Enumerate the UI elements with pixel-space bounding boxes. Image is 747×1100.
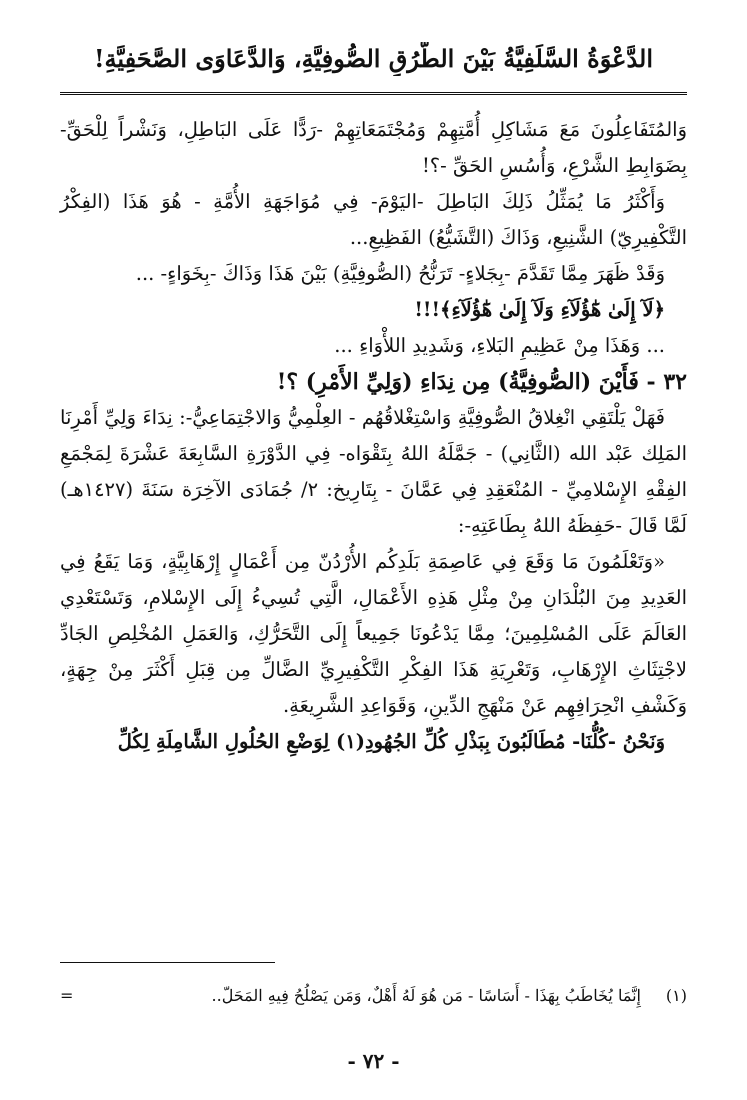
quran-verse: ﴿لَآ إِلَىٰ هَٰٓؤُلَآءِ وَلَآ إِلَىٰ هَٰٓؤُلَآءِ﴾!!! bbox=[414, 298, 665, 321]
section-heading-32: ٣٢ - فَأَيْنَ (الصُّوفِيَّةُ) مِن نِدَاءِ (وَلِيِّ الأَمْرِ) ؟! bbox=[276, 369, 687, 395]
running-header: الدَّعْوَةُ السَّلَفِيَّةُ بَيْنَ الطُّرُقِ الصُّوفِيَّةِ، وَالدَّعَاوَى الصَّحَفِيَّةِ! bbox=[93, 44, 654, 73]
paragraph-sufi-swaying: وَقَدْ ظَهَرَ مِمَّا تَقَدَّمَ -بِجَلاءٍ- تَرَنُّحُ (الصُّوفِيَّةِ) بَيْنَ هَذَا وَذَاكَ -بِخَوَاءٍ- ... bbox=[135, 262, 665, 285]
paragraph-king-call: فَهَلْ يَلْتَقِي انْغِلاقُ الصُّوفِيَّةِ وَاسْتِغْلاقُهُم - العِلْمِيُّ وَالاجْتِمَاعِيُّ-: نِدَاءَ وَلِيِّ أَمْرِنَا المَلِك عَبْد الله (الثَّانِي) - جَمَّلَهُ اللهُ بِتَقْوَاه- فِي الدَّوْرَةِ السَّابِعَةَ عَشْرَةَ لِمَجْمَعِ الفِقْهِ الإِسْلامِيِّ - المُنْعَقِدِ فِي عَمَّانَ - بِتَارِيخ: ٢/ جُمَادَى الآخِرَة سَنَةَ (١٤٢٧هـ) لَمَّا قَالَ -حَفِظَهُ اللهُ بِطَاعَتِهِ-: bbox=[60, 406, 687, 537]
footnote-text: إِنَّمَا يُخَاطَبُ بِهَذَا - أَسَاسًا - مَن هُوَ لَهُ أَهْلٌ، وَمَن يَصْلُحُ فِيهِ المَحَلّ.. bbox=[211, 986, 641, 1005]
footnote bbox=[60, 980, 687, 1012]
footnote-number: (١) bbox=[665, 986, 687, 1005]
paragraph-efforts: وَنَحْنُ -كُلُّنَا- مُطَالَبُونَ بِبَذْلِ كُلِّ الجُهُودِ(١) لِوَضْعِ الحُلُولِ الشَّامِلَةِ لِكُلِّ bbox=[117, 730, 665, 753]
header-rule bbox=[60, 92, 687, 95]
body-text bbox=[60, 112, 687, 760]
paragraph-takfiri: وَأَكْثَرُ مَا يُمَثِّلُ ذَلِكَ البَاطِلَ -اليَوْمَ- فِي مُوَاجَهَةِ الأُمَّةِ - هُوَ هَذَا (الفِكْرُ التَّكْفِيرِيّ) الشَّنِيعِ، وَذَاكَ (التَّشَيُّعُ) الفَظِيعِ... bbox=[60, 190, 687, 249]
footnote-continuation-mark: = bbox=[60, 986, 74, 1005]
quote-paragraph: «وَتَعْلَمُونَ مَا وَقَعَ فِي عَاصِمَةِ بَلَدِكُم الأُرْدُنّ مِن أَعْمَالٍ إِرْهَابِيَّةٍ، وَمَا يَقَعُ فِي العَدِيدِ مِنَ البُلْدَانِ مِنْ مِثْلِ هَذِهِ الأَعْمَالِ، الَّتِي تُسِيءُ إِلَى الإِسْلامِ، وَتَسْتَعْدِي العَالَمَ عَلَى المُسْلِمِينَ؛ مِمَّا يَدْعُونَا جَمِيعاً إِلَى التَّحَرُّكِ، وَالعَمَلِ المُخْلِصِ الجَادِّ لاجْتِثَاثِ الإِرْهَابِ، وَتَعْرِيَةِ هَذَا الفِكْرِ التَّكْفِيرِيِّ الضَّالِّ مِن قِبَلِ أَكْثَرَ مِنْ جِهَةٍ، وَكَشْفِ انْحِرَافِهِم عَنْ مَنْهَجِ الدِّينِ، وَقَوَاعِدِ الشَّرِيعَةِ. bbox=[60, 550, 687, 717]
paragraph-continuation: وَالمُتَفَاعِلُونَ مَعَ مَشَاكِلِ أُمَّتِهِمْ وَمُجْتَمَعَاتِهِمْ -رَدًّا عَلَى البَاطِلِ، وَنَشْراً لِلْحَقِّ- بِضَوَابِطِ الشَّرْعِ، وَأُسُسِ الحَقِّ -؟! bbox=[60, 118, 687, 177]
paragraph-affliction: ... وَهَذَا مِنْ عَظِيمِ البَلاءِ، وَشَدِيدِ اللأْوَاءِ ... bbox=[334, 334, 665, 357]
page-number: - ٧٢ - bbox=[347, 1049, 400, 1073]
footnote-rule bbox=[60, 962, 275, 963]
